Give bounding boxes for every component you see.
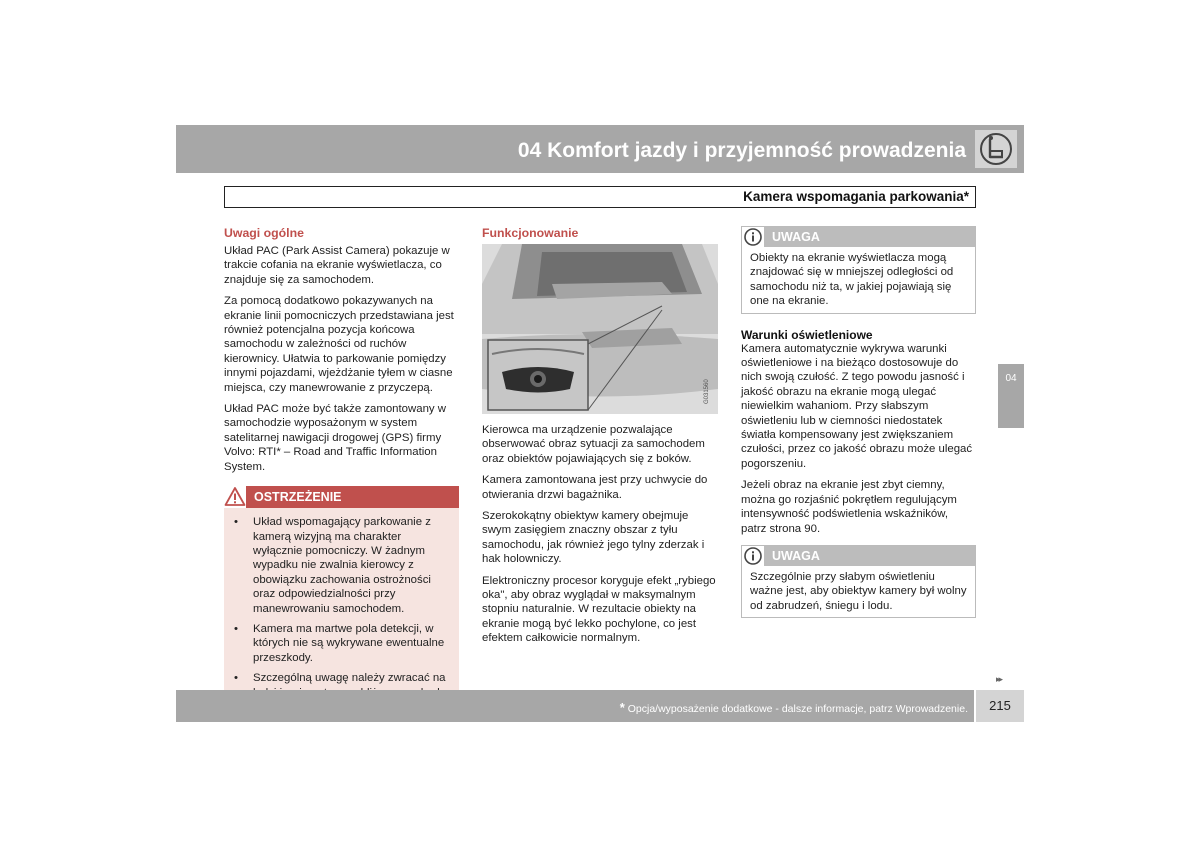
double-chevron-right-icon: ▸▸ (996, 674, 1002, 684)
note-header (742, 227, 975, 247)
warning-header (224, 486, 459, 508)
paragraph: Układ PAC (Park Assist Camera) pokazuje w trakcie cofania na ekranie wyświetlacza, co znajduje się za samochodem. (224, 245, 450, 286)
paragraph: Szerokokątny obiektyw kamery obejmuje swym zasięgiem znaczny obszar z tyłu samochodu, jak również jego tylny zderzak i hak holowniczy. (482, 510, 705, 566)
note-header (742, 546, 975, 566)
paragraph: Elektroniczny procesor koryguje efekt „rybiego oka", aby obraz wyglądał w maksymalnym stopniu naturalnie. W rezultacie obiekty na ekranie mogą być lekko pochylone, co jest efektem całkowicie normalnym. (482, 574, 716, 645)
page-number: 215 (989, 698, 1011, 713)
page-number-box (976, 690, 1024, 722)
paragraph: Jeżeli obraz na ekranie jest zbyt ciemny, można go rozjaśnić pokrętłem regulującym intensywność podświetlenia wskaźników, patrz strona 90. (741, 479, 957, 535)
paragraph: Kierowca ma urządzenie pozwalające obserwować obraz sytuacji za samochodem oraz obiektów pojawiających się z boków. (482, 424, 705, 465)
car-rear-camera-illustration (482, 244, 718, 414)
paragraph: Układ PAC może być także zamontowany w samochodzie wyposażonym w system satelitarnej nawigacji drogowej (GPS) firmy Volvo: RTI* – Road and Traffic Information System. (224, 403, 446, 473)
heading-general-notes: Uwagi ogólne (224, 226, 304, 240)
warning-triangle-icon (224, 486, 246, 508)
seat-icon (975, 130, 1017, 168)
column-lighting (741, 226, 976, 618)
paragraph: Za pomocą dodatkowo pokazywanych na ekranie linii pomocniczych przedstawiana jest również potencjalna pozycja końcowa samochodu w zależności od ruchów kierownicy. Ułatwia to parkowanie pomiędzy innymi pojazdami, wjeżdżanie tyłem w ciasne miejsca, czy manewrowanie z przyczepą. (224, 295, 454, 394)
note-text: Szczególnie przy słabym oświetleniu ważne jest, aby obiektyw kamery był wolny od zabrudzeń, śniegu i lodu. (750, 570, 967, 612)
info-icon (742, 546, 764, 566)
chapter-header-bar (176, 125, 1024, 173)
section-title-bar (224, 186, 976, 208)
note-box (741, 226, 976, 314)
warning-box (224, 486, 459, 711)
heading-functioning: Funkcjonowanie (482, 226, 579, 240)
footnote-asterisk: * (619, 700, 625, 715)
note-text: Obiekty na ekranie wyświetlacza mogą znajdować się w mniejszej odległości od samochodu niż ta, w jakiej pojawiają się one na ekranie. (750, 252, 954, 308)
camera-illustration (482, 244, 718, 414)
list-item: • Kamera ma martwe pola detekcji, w których nie są wykrywane ewentualne przeszkody. (224, 622, 451, 665)
heading-lighting-conditions: Warunki oświetleniowe (741, 327, 873, 342)
list-item: • Szczególną uwagę należy zwracać na (224, 671, 451, 700)
chapter-title: 04 Komfort jazdy i przyjemność prowadzenia (517, 139, 966, 162)
warning-title: OSTRZEŻENIE (254, 490, 342, 505)
list-item: • Układ wspomagający parkowanie z kamerą wizyjną ma charakter wyłącznie pomocniczy. W żadnym wypadku nie zwalnia kierowcy z obowiązku zachowania ostrożności oraz odpowiedzialności przy manewrowaniu samochodem. (224, 515, 451, 616)
section-title: Kamera wspomagania parkowania* (743, 189, 969, 204)
info-icon (742, 227, 764, 247)
footnote-text: Opcja/wyposażenie dodatkowe - dalsze informacje, patrz Wprowadzenie. (627, 703, 968, 715)
column-general-notes (224, 226, 460, 711)
note-box (741, 545, 976, 618)
chapter-side-tab: 04 (998, 364, 1024, 428)
warning-list (224, 508, 459, 711)
paragraph: Kamera automatycznie wykrywa warunki oświetleniowe i na bieżąco dostosowuje do nich swoją czułość. Z tego powodu jasność i jakość obrazu na ekranie mogą ulegać niewielkim wahaniom. Przy słabszym oświetleniu lub w ciemności niedostatek światła kompensowany jest zwiększaniem czułości, przez co jakość obrazu może ulegać pogorszeniu. (741, 342, 973, 470)
note-title: UWAGA (772, 548, 820, 563)
paragraph: Kamera zamontowana jest przy uchwycie do otwierania drzwi bagażnika. (482, 474, 708, 501)
note-title: UWAGA (772, 230, 820, 244)
footer-bar (176, 690, 974, 722)
figure-code: G031560 (704, 379, 710, 404)
chapter-icon-box (975, 130, 1017, 168)
column-functioning (482, 226, 718, 653)
footnote (620, 690, 968, 727)
